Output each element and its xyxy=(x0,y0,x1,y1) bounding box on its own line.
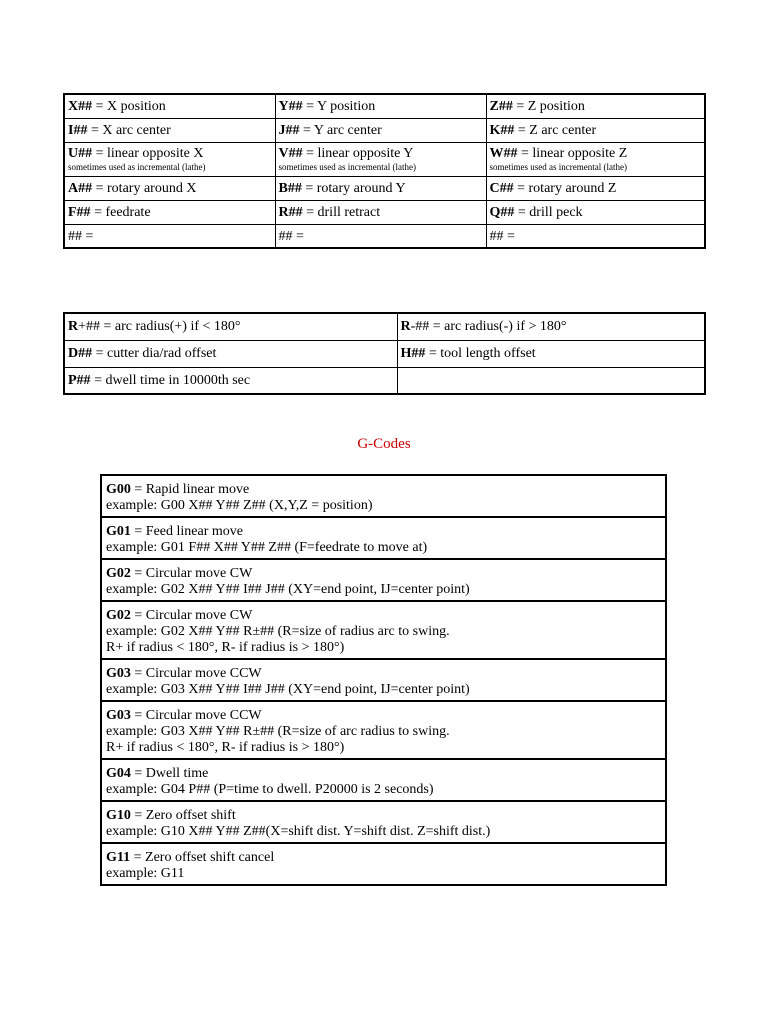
table-cell xyxy=(275,176,486,200)
table-cell xyxy=(64,142,275,176)
code-description: = rotary around Z xyxy=(513,180,617,196)
gcode-example-line: R+ if radius < 180°, R- if radius is > 180°) xyxy=(106,740,345,755)
gcode-description: = Circular move CCW xyxy=(130,666,262,681)
gcode-example-line: example: G00 X## Y## Z## (X,Y,Z = position) xyxy=(106,498,373,513)
code-label: K## xyxy=(489,122,515,138)
code-label: D## xyxy=(68,345,93,361)
gcode-cell xyxy=(101,843,666,885)
code-description: = rotary around Y xyxy=(301,180,406,196)
code-label: U## xyxy=(68,145,93,161)
code-label: A## xyxy=(68,180,93,196)
code-label: X## xyxy=(68,99,93,114)
gcode-example-line: example: G03 X## Y## R±## (R=size of arc radius to swing. xyxy=(106,724,450,739)
table-cell xyxy=(275,94,486,118)
gcode-row xyxy=(101,601,666,659)
code-description: = linear opposite Y xyxy=(302,145,414,161)
gcode-code: G03 xyxy=(106,666,131,681)
table-cell xyxy=(64,200,275,224)
code-description: = drill peck xyxy=(514,204,583,220)
table-cell xyxy=(275,200,486,224)
table-row xyxy=(64,313,705,340)
table-cell xyxy=(275,142,486,176)
gcode-example-line: example: G02 X## Y## R±## (R=size of radius arc to swing. xyxy=(106,624,450,639)
gcode-row xyxy=(101,475,666,517)
code-description: = Y position xyxy=(302,99,376,114)
table-cell xyxy=(486,94,705,118)
gcode-description: = Zero offset shift cancel xyxy=(130,850,275,865)
table-cell xyxy=(397,313,705,340)
code-description: = Z position xyxy=(512,99,585,114)
gcode-row xyxy=(101,659,666,701)
gcode-code: G02 xyxy=(106,608,131,623)
code-label: P## xyxy=(68,372,91,388)
code-label: R xyxy=(68,319,79,334)
code-label: F## xyxy=(68,204,91,220)
table-cell xyxy=(397,340,705,367)
table-cell xyxy=(64,367,397,394)
code-label: H## xyxy=(400,345,426,361)
gcode-description: = Rapid linear move xyxy=(130,482,250,497)
code-note: sometimes used as incremental (lathe) xyxy=(489,161,627,172)
gcode-row xyxy=(101,759,666,801)
table-cell xyxy=(275,224,486,248)
gcode-code: G11 xyxy=(106,850,131,865)
table-cell xyxy=(64,176,275,200)
table-cell xyxy=(64,313,397,340)
gcode-example-line: example: G04 P## (P=time to dwell. P20000 is 2 seconds) xyxy=(106,782,434,797)
gcode-code: G00 xyxy=(106,482,131,497)
gcode-example-line: example: G03 X## Y## I## J## (XY=end point, IJ=center point) xyxy=(106,682,470,697)
table-cell xyxy=(486,118,705,142)
code-description: = X arc center xyxy=(87,122,171,138)
gcode-example-line: example: G01 F## X## Y## Z## (F=feedrate to move at) xyxy=(106,540,428,555)
code-description: = Y arc center xyxy=(299,122,382,138)
gcodes-table xyxy=(100,474,667,886)
table-row xyxy=(64,200,705,224)
code-description: = tool length offset xyxy=(425,345,536,361)
gcode-cell xyxy=(101,759,666,801)
gcode-description: = Feed linear move xyxy=(130,524,243,539)
offset-table xyxy=(63,312,706,395)
code-description: = Z arc center xyxy=(514,122,597,138)
gcode-row xyxy=(101,843,666,885)
gcode-cell xyxy=(101,659,666,701)
code-description: ## = xyxy=(68,228,94,244)
code-label: Q## xyxy=(489,204,515,220)
table-cell xyxy=(397,367,705,394)
gcode-row xyxy=(101,701,666,759)
gcode-cell xyxy=(101,559,666,601)
table-row xyxy=(64,367,705,394)
gcode-example-line: example: G10 X## Y## Z##(X=shift dist. Y=shift dist. Z=shift dist.) xyxy=(106,824,491,839)
code-description: = cutter dia/rad offset xyxy=(92,345,217,361)
table-cell xyxy=(64,224,275,248)
gcode-code: G02 xyxy=(106,566,131,581)
table-cell xyxy=(275,118,486,142)
gcodes-title: G-Codes xyxy=(357,436,411,452)
code-description: = drill retract xyxy=(302,204,381,220)
table-cell xyxy=(486,224,705,248)
table-row xyxy=(64,94,705,118)
code-label: B## xyxy=(278,180,302,196)
table-cell xyxy=(486,142,705,176)
gcode-description: = Circular move CW xyxy=(130,608,253,623)
gcode-cell xyxy=(101,701,666,759)
code-description: -## = arc radius(-) if > 180° xyxy=(410,319,567,334)
code-label: I## xyxy=(68,122,88,138)
gcode-example-line: R+ if radius < 180°, R- if radius is > 180°) xyxy=(106,640,345,655)
parameter-table xyxy=(63,93,706,249)
gcode-code: G10 xyxy=(106,808,131,823)
gcode-row xyxy=(101,801,666,843)
code-label: V## xyxy=(278,145,303,161)
code-note: sometimes used as incremental (lathe) xyxy=(278,161,416,172)
table-row xyxy=(64,118,705,142)
gcode-row xyxy=(101,517,666,559)
gcode-description: = Circular move CW xyxy=(130,566,253,581)
code-description: = X position xyxy=(92,99,166,114)
table-cell xyxy=(64,94,275,118)
table-row xyxy=(64,176,705,200)
table-cell xyxy=(64,340,397,367)
code-label: Z## xyxy=(489,99,513,114)
table-cell xyxy=(486,200,705,224)
code-description: = linear opposite X xyxy=(92,145,204,161)
code-description: = linear opposite Z xyxy=(517,145,628,161)
table-cell xyxy=(486,176,705,200)
gcode-cell xyxy=(101,475,666,517)
gcode-example-line: example: G02 X## Y## I## J## (XY=end point, IJ=center point) xyxy=(106,582,470,597)
code-label: C## xyxy=(489,180,514,196)
code-description: = feedrate xyxy=(90,204,151,220)
gcode-cell xyxy=(101,517,666,559)
gcode-cell xyxy=(101,801,666,843)
gcode-cell xyxy=(101,601,666,659)
table-row xyxy=(64,142,705,176)
gcode-row xyxy=(101,559,666,601)
gcode-code: G01 xyxy=(106,524,131,539)
code-description: ## = xyxy=(489,228,515,244)
code-label: R## xyxy=(278,204,303,220)
gcode-description: = Circular move CCW xyxy=(130,708,262,723)
table-row xyxy=(64,340,705,367)
code-description: ## = xyxy=(278,228,304,244)
gcode-description: = Dwell time xyxy=(130,766,209,781)
gcode-code: G03 xyxy=(106,708,131,723)
gcode-code: G04 xyxy=(106,766,131,781)
code-label: Y## xyxy=(278,99,303,114)
code-label: J## xyxy=(278,122,300,138)
code-note: sometimes used as incremental (lathe) xyxy=(68,161,206,172)
code-description: = rotary around X xyxy=(92,180,197,196)
code-description: +## = arc radius(+) if < 180° xyxy=(78,319,241,334)
code-label: R xyxy=(400,319,411,334)
table-row xyxy=(64,224,705,248)
table-cell xyxy=(64,118,275,142)
code-label: W## xyxy=(489,145,518,161)
code-description: = dwell time in 10000th sec xyxy=(90,372,251,388)
gcode-example-line: example: G11 xyxy=(106,866,185,881)
gcode-description: = Zero offset shift xyxy=(130,808,236,823)
